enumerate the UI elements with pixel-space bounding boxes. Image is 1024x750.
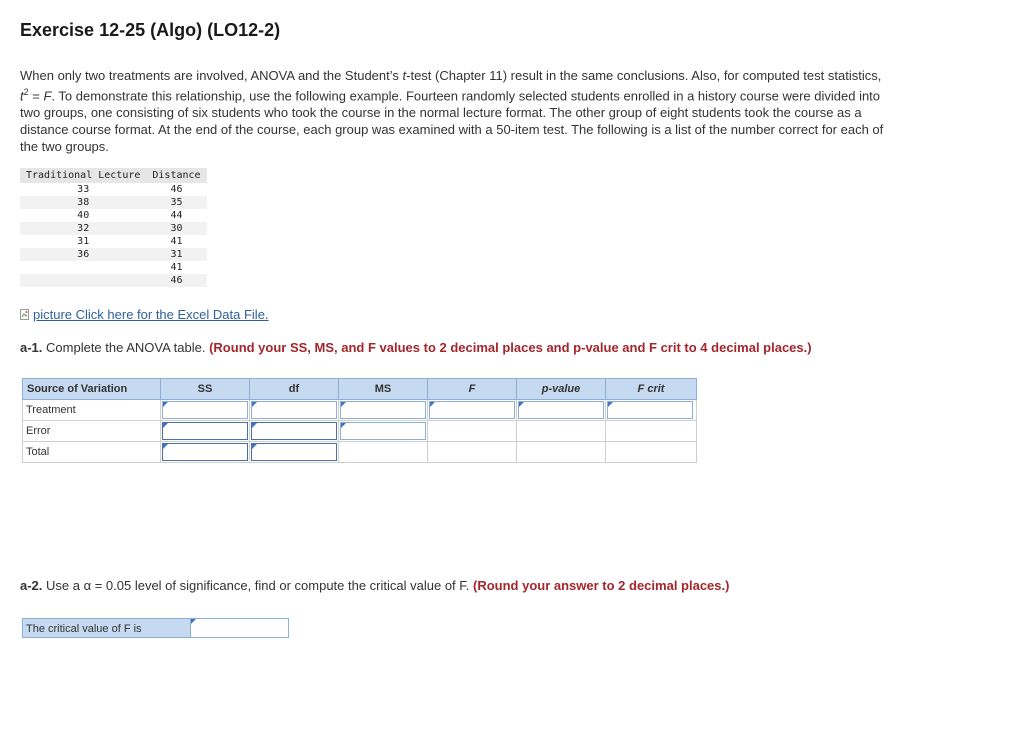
row-label-error: Error	[23, 421, 161, 442]
total-ss-input[interactable]	[162, 443, 248, 461]
row-label-treatment: Treatment	[23, 400, 161, 421]
traditional-cell: 36	[20, 248, 146, 261]
header-ms: MS	[339, 379, 428, 400]
intro-f-italic: F	[43, 88, 52, 104]
a1-instruction: (Round your SS, MS, and F values to 2 decimal places and p-value and F crit to 4 decimal places.)	[209, 340, 812, 355]
problem-intro	[20, 67, 890, 155]
excel-data-link[interactable]	[20, 307, 269, 322]
table-row	[20, 261, 207, 274]
a1-text: Complete the ANOVA table.	[42, 340, 210, 355]
traditional-cell: 40	[77, 210, 90, 221]
header-df: df	[250, 379, 339, 400]
a1-label: a-1.	[20, 340, 43, 355]
distance-cell: 35	[146, 196, 206, 209]
critical-value-row	[22, 618, 289, 638]
excel-link-text[interactable]: picture Click here for the Excel Data File.	[33, 307, 269, 322]
treatment-p-value-input[interactable]	[518, 401, 604, 419]
total-df-input[interactable]	[251, 443, 337, 461]
distance-cell: 31	[146, 248, 206, 261]
header-f-crit: F crit	[606, 379, 697, 400]
traditional-cell: 32	[20, 222, 146, 235]
traditional-cell: 38	[20, 196, 146, 209]
intro-text-4: . To demonstrate this relationship, use the following example. Fourteen randomly selected students enrolled in a history course were divided into two groups, one consisting of six students who took the course in the normal lecture format. The other group of eight students took the course as a distance course format. At the end of the course, each group was examined with a 50-item test. The following is a list of the number correct for each of the two groups.	[20, 88, 884, 155]
intro-t-italic: t	[402, 68, 407, 83]
input-marker-icon	[341, 423, 346, 428]
treatment-f-crit-input[interactable]	[607, 401, 693, 419]
intro-t-italic-2: t	[20, 88, 24, 104]
input-marker-icon	[252, 423, 257, 428]
traditional-cell: 33	[77, 184, 90, 195]
table-row	[20, 274, 207, 287]
col-header-distance: Distance	[146, 168, 206, 183]
question-a2	[20, 578, 729, 593]
input-marker-icon	[252, 444, 257, 449]
critical-value-label: The critical value of F is	[22, 618, 191, 638]
score-data-table	[20, 168, 207, 287]
distance-cell: 46	[146, 274, 206, 287]
row-label-total: Total	[23, 442, 161, 463]
treatment-df-input[interactable]	[251, 401, 337, 419]
broken-image-icon	[20, 309, 31, 321]
table-row	[20, 183, 207, 196]
input-marker-icon	[608, 402, 613, 407]
anova-row-treatment	[23, 400, 697, 421]
input-marker-icon	[163, 444, 168, 449]
input-marker-icon	[519, 402, 524, 407]
input-marker-icon	[163, 402, 168, 407]
treatment-ms-input[interactable]	[340, 401, 426, 419]
table-row	[20, 196, 207, 209]
anova-row-total	[23, 442, 697, 463]
error-df-input[interactable]	[251, 422, 337, 440]
a2-text: Use a α = 0.05 level of significance, find or compute the critical value of F.	[42, 578, 473, 593]
header-p-value: p-value	[517, 379, 606, 400]
error-ms-input[interactable]	[340, 422, 426, 440]
header-source: Source of Variation	[23, 379, 161, 400]
input-marker-icon	[163, 423, 168, 428]
treatment-ss-input[interactable]	[162, 401, 248, 419]
distance-cell: 41	[170, 236, 183, 247]
treatment-f-input[interactable]	[429, 401, 515, 419]
traditional-cell	[20, 261, 146, 274]
exercise-title: Exercise 12-25 (Algo) (LO12-2)	[20, 20, 281, 40]
table-row	[20, 209, 207, 222]
distance-cell: 41	[170, 262, 183, 273]
input-marker-icon	[341, 402, 346, 407]
intro-superscript: 2	[23, 87, 29, 97]
table-row	[20, 248, 207, 261]
a2-label: a-2.	[20, 578, 43, 593]
col-header-traditional: Traditional Lecture	[20, 168, 146, 183]
distance-cell: 46	[170, 184, 183, 195]
anova-table	[22, 378, 697, 463]
intro-text-1: When only two treatments are involved, ANOVA and the Student’s	[20, 68, 403, 83]
error-ss-input[interactable]	[162, 422, 248, 440]
intro-text-2: -test (Chapter 11) result in the same conclusions. Also, for computed test statistics,	[406, 68, 882, 83]
intro-text-3: =	[28, 88, 44, 104]
a2-instruction: (Round your answer to 2 decimal places.)	[473, 578, 730, 593]
question-a1	[20, 340, 812, 355]
distance-cell: 44	[170, 210, 183, 221]
traditional-cell: 31	[77, 236, 90, 247]
table-row	[20, 222, 207, 235]
table-row	[20, 235, 207, 248]
input-marker-icon	[191, 619, 196, 624]
input-marker-icon	[252, 402, 257, 407]
critical-value-input[interactable]	[191, 618, 289, 638]
anova-row-error	[23, 421, 697, 442]
traditional-cell	[20, 274, 146, 287]
header-f: F	[428, 379, 517, 400]
input-marker-icon	[430, 402, 435, 407]
distance-cell: 30	[146, 222, 206, 235]
header-ss: SS	[161, 379, 250, 400]
